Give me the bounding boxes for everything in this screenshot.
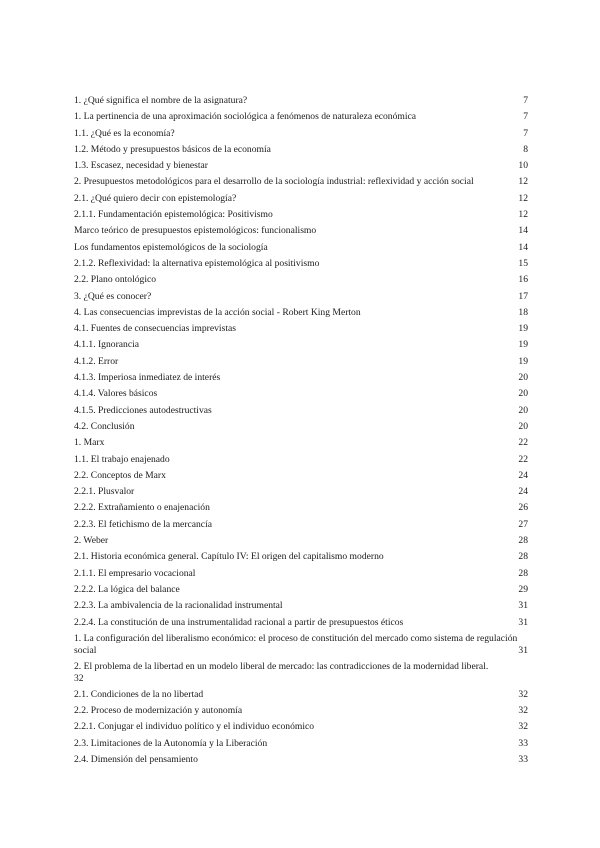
toc-entry-title: 1.3. Escasez, necesidad y bienestar — [74, 160, 208, 172]
toc-entry-page-number: 24 — [518, 486, 528, 498]
toc-entry-page-number: 33 — [518, 737, 528, 749]
toc-entry-title: 4.1.4. Valores básicos — [74, 388, 158, 400]
toc-entry[interactable] — [74, 566, 528, 582]
toc-entry-title: 1. La configuración del liberalismo económico: el proceso de constitución del mercado como sistema de regulación social — [74, 632, 518, 656]
toc-entry[interactable] — [74, 500, 528, 516]
toc-entry-title: 2.4. Dimensión del pensamiento — [74, 753, 198, 765]
toc-entry[interactable] — [74, 158, 528, 174]
toc-entry[interactable] — [74, 126, 528, 142]
toc-entry-page-number: 19 — [518, 323, 528, 335]
toc-entry-page-number: 19 — [518, 339, 528, 351]
toc-entry-page-number: 20 — [518, 420, 528, 432]
toc-entry-page-number: 33 — [518, 753, 528, 765]
toc-entry-title: 2. El problema de la libertad en un modelo liberal de mercado: las contradicciones de la modernidad liberal. — [74, 660, 489, 672]
toc-entry-page-number: 8 — [523, 143, 528, 155]
toc-entry-title: 4.1.5. Predicciones autodestructivas — [74, 404, 212, 416]
toc-entry-page-number: 27 — [518, 518, 528, 530]
toc-entry[interactable] — [74, 191, 528, 207]
toc-entry-title: 4.1.3. Imperiosa inmediatez de interés — [74, 372, 221, 384]
toc-entry-page-number: 10 — [518, 160, 528, 172]
toc-entry[interactable] — [74, 468, 528, 484]
toc-entry[interactable] — [74, 484, 528, 500]
toc-entry-title: 2.3. Limitaciones de la Autonomía y la Liberación — [74, 737, 268, 749]
toc-entry[interactable] — [74, 736, 528, 752]
toc-entry[interactable] — [74, 435, 528, 451]
toc-entry[interactable] — [74, 109, 528, 125]
toc-entry-title: 2.2.2. Extrañamiento o enajenación — [74, 502, 210, 514]
toc-entry-title: 2.1. Condiciones de la no libertad — [74, 688, 204, 700]
toc-entry[interactable] — [74, 386, 528, 402]
toc-entry[interactable] — [74, 598, 528, 614]
toc-entry-title: 4.1.2. Error — [74, 355, 119, 367]
toc-entry[interactable] — [74, 403, 528, 419]
toc-entry[interactable] — [74, 582, 528, 598]
toc-entry-page-number: 7 — [523, 127, 528, 139]
toc-entry-title: 2.1. ¿Qué quiero decir con epistemología? — [74, 192, 237, 204]
toc-entry-page-number: 20 — [518, 388, 528, 400]
toc-entry-title: 2.2. Proceso de modernización y autonomía — [74, 705, 243, 717]
toc-entry-page-number: 20 — [518, 404, 528, 416]
toc-entry[interactable] — [74, 240, 528, 256]
toc-entry-page-number: 12 — [518, 176, 528, 188]
toc-entry-title: 1.1. ¿Qué es la economía? — [74, 127, 175, 139]
toc-entry[interactable] — [74, 517, 528, 533]
toc-entry-page-number: 24 — [518, 469, 528, 481]
toc-entry-title: Marco teórico de presupuestos epistemológicos: funcionalismo — [74, 225, 317, 237]
toc-entry[interactable] — [74, 659, 528, 687]
toc-entry-page-number: 22 — [518, 453, 528, 465]
toc-entry-page-number: 12 — [518, 209, 528, 221]
toc-entry-title: 2.1.2. Reflexividad: la alternativa epistemológica al positivismo — [74, 257, 320, 269]
toc-entry-title: 2.2.1. Conjugar el individuo político y el individuo económico — [74, 721, 315, 733]
toc-entry-title: 4.1. Fuentes de consecuencias imprevistas — [74, 323, 236, 335]
toc-entry-page-number: 32 — [74, 672, 84, 684]
toc-entry-title: 1.1. El trabajo enajenado — [74, 453, 170, 465]
toc-entry[interactable] — [74, 370, 528, 386]
toc-entry[interactable] — [74, 93, 528, 109]
toc-entry[interactable] — [74, 272, 528, 288]
toc-entry-title: 1. La pertinencia de una aproximación sociológica a fenómenos de naturaleza económica — [74, 111, 417, 123]
toc-entry[interactable] — [74, 419, 528, 435]
toc-entry[interactable] — [74, 549, 528, 565]
toc-entry-page-number: 17 — [518, 290, 528, 302]
toc-entry[interactable] — [74, 142, 528, 158]
toc-entry-page-number: 14 — [518, 225, 528, 237]
toc-entry-title: 1. Marx — [74, 437, 105, 449]
toc-entry-title: 2. Weber — [74, 535, 109, 547]
toc-entry[interactable] — [74, 631, 528, 659]
toc-entry-title: 1. ¿Qué significa el nombre de la asignatura? — [74, 95, 248, 106]
toc-entry[interactable] — [74, 174, 528, 190]
toc-entry-page-number: 26 — [518, 502, 528, 514]
toc-entry-title: 2.1. Historia económica general. Capítulo IV: El origen del capitalismo moderno — [74, 551, 384, 563]
toc-entry-page-number: 15 — [518, 257, 528, 269]
toc-entry-title: 2.2.4. La constitución de una instrumentalidad racional a partir de presupuestos éticos — [74, 616, 404, 628]
toc-entry-page-number: 16 — [518, 274, 528, 286]
toc-entry-title: 2.2.3. La ambivalencia de la racionalidad instrumental — [74, 600, 283, 612]
toc-entry-title: 2.2.1. Plusvalor — [74, 486, 135, 498]
toc-entry[interactable] — [74, 305, 528, 321]
toc-entry-title: 2.2. Plano ontológico — [74, 274, 157, 286]
table-of-contents — [74, 93, 528, 768]
toc-entry-title: 4. Las consecuencias imprevistas de la acción social - Robert King Merton — [74, 306, 361, 318]
toc-entry[interactable] — [74, 223, 528, 239]
toc-entry[interactable] — [74, 615, 528, 631]
toc-entry[interactable] — [74, 337, 528, 353]
toc-entry-title: 1.2. Método y presupuestos básicos de la economía — [74, 143, 271, 155]
toc-entry-page-number: 31 — [518, 600, 528, 612]
toc-entry[interactable] — [74, 452, 528, 468]
toc-entry-page-number: 7 — [523, 95, 528, 106]
toc-entry-page-number: 32 — [518, 721, 528, 733]
toc-entry-page-number: 14 — [518, 241, 528, 253]
toc-entry[interactable] — [74, 719, 528, 735]
toc-entry-title: 2.1.1. El empresario vocacional — [74, 567, 196, 579]
toc-entry-title: 3. ¿Qué es conocer? — [74, 290, 152, 302]
toc-entry-page-number: 32 — [518, 705, 528, 717]
toc-entry[interactable] — [74, 354, 528, 370]
toc-entry-page-number: 32 — [518, 688, 528, 700]
toc-entry-title: Los fundamentos epistemológicos de la sociología — [74, 241, 268, 253]
toc-entry-title: 2.1.1. Fundamentación epistemológica: Positivismo — [74, 209, 273, 221]
toc-entry-page-number: 12 — [518, 192, 528, 204]
toc-entry-page-number: 28 — [518, 551, 528, 563]
toc-entry-page-number: 18 — [518, 306, 528, 318]
toc-entry-title: 4.2. Conclusión — [74, 420, 135, 432]
toc-entry[interactable] — [74, 752, 528, 768]
toc-entry-title: 2.2. Conceptos de Marx — [74, 469, 166, 481]
toc-entry-page-number: 29 — [518, 583, 528, 595]
toc-entry[interactable] — [74, 321, 528, 337]
toc-entry-page-number: 22 — [518, 437, 528, 449]
toc-entry[interactable] — [74, 256, 528, 272]
toc-entry[interactable] — [74, 533, 528, 549]
toc-entry-title: 2.2.2. La lógica del balance — [74, 583, 180, 595]
toc-entry-title: 2. Presupuestos metodológicos para el desarrollo de la sociología industrial: reflexividad y acción social — [74, 176, 474, 188]
toc-entry[interactable] — [74, 703, 528, 719]
toc-entry-page-number: 28 — [518, 567, 528, 579]
toc-entry-title: 4.1.1. Ignorancia — [74, 339, 140, 351]
toc-entry-title: 2.2.3. El fetichismo de la mercancía — [74, 518, 212, 530]
toc-entry-page-number: 28 — [518, 535, 528, 547]
toc-entry[interactable] — [74, 687, 528, 703]
toc-entry-page-number: 7 — [523, 111, 528, 123]
toc-entry[interactable] — [74, 207, 528, 223]
toc-entry-page-number: 20 — [518, 372, 528, 384]
toc-entry-page-number: 31 — [518, 644, 528, 656]
toc-entry-page-number: 19 — [518, 355, 528, 367]
toc-entry[interactable] — [74, 289, 528, 305]
toc-entry-page-number: 31 — [518, 616, 528, 628]
